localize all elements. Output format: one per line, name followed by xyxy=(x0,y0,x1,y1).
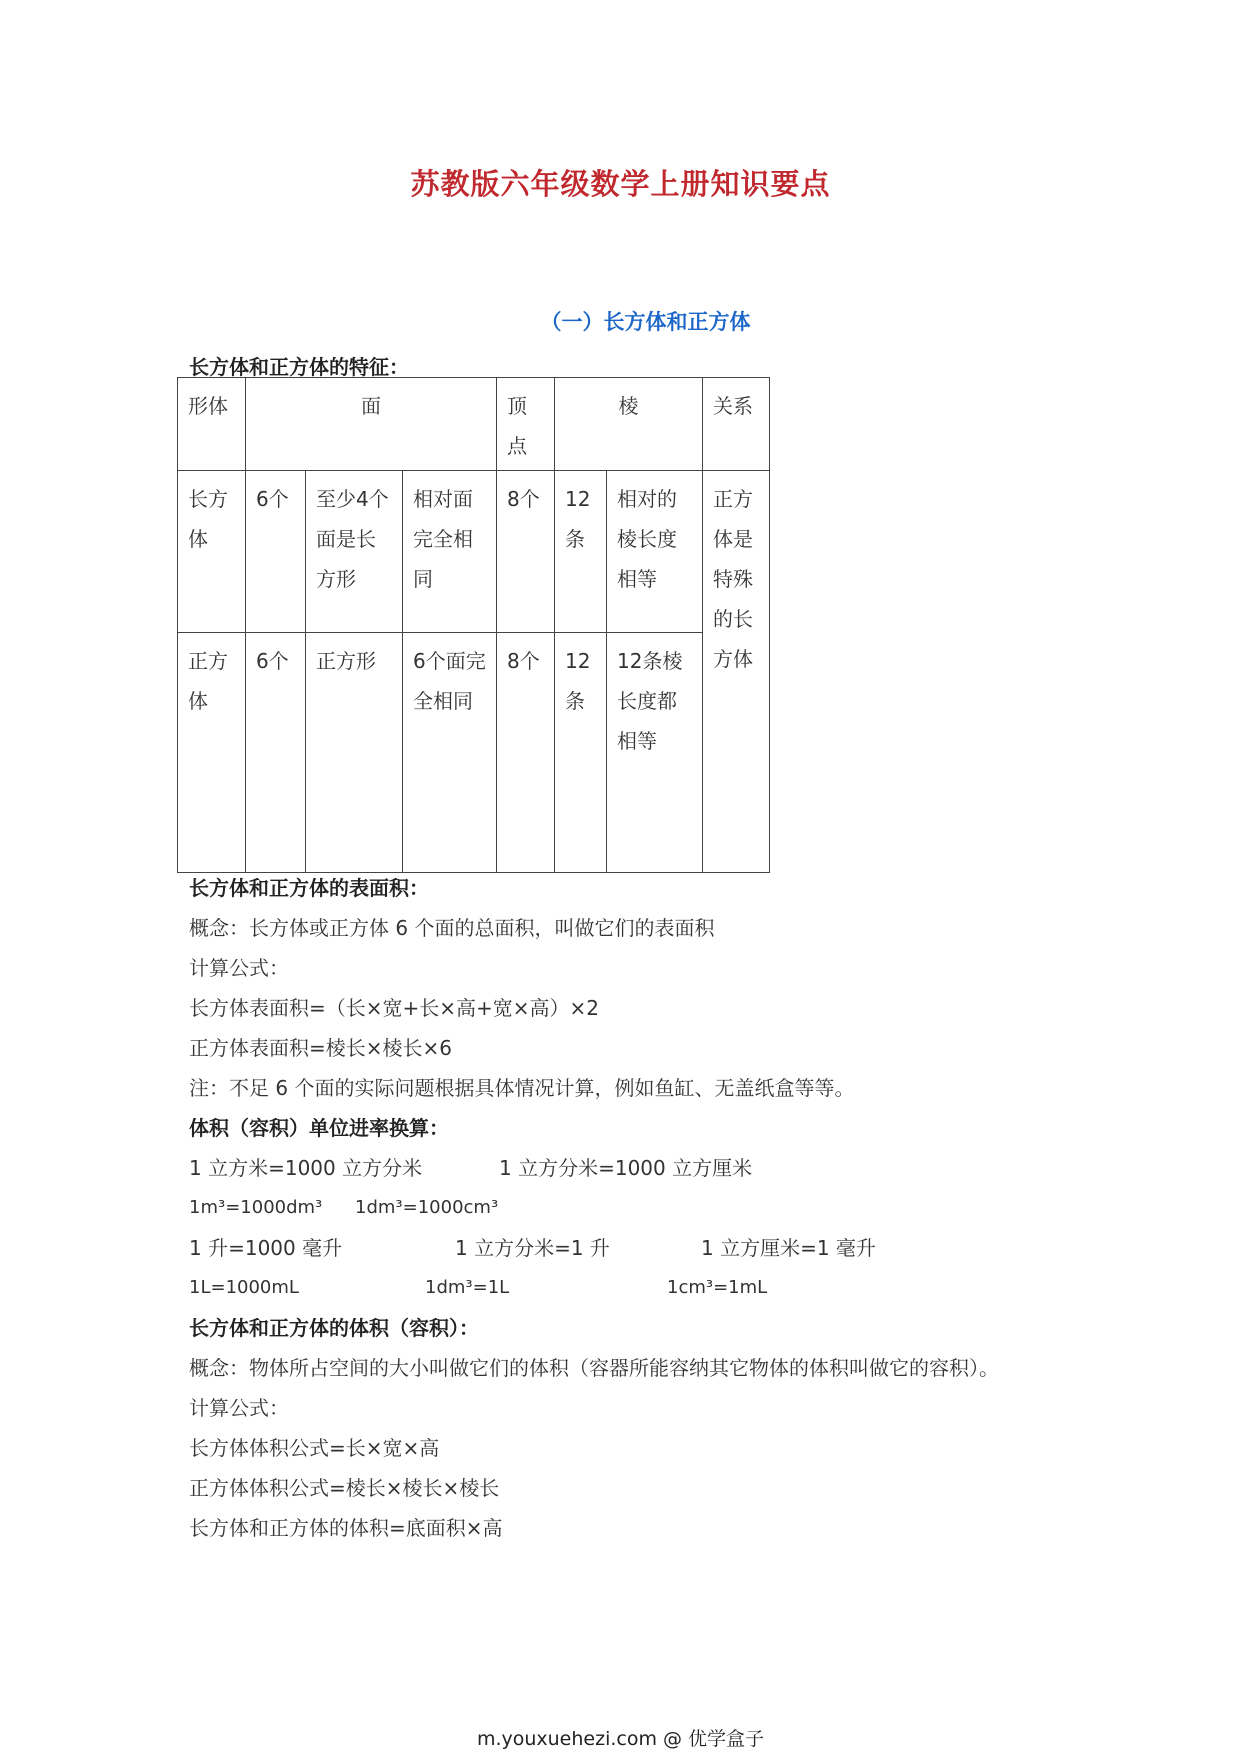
volume-concept: 概念：物体所占空间的大小叫做它们的体积（容器所能容纳其它物体的体积叫做它的容积）。 xyxy=(189,1356,999,1380)
table-row xyxy=(178,471,770,633)
surface-formula-label: 计算公式： xyxy=(189,956,289,980)
page-title: 苏教版六年级数学上册知识要点 xyxy=(410,167,831,201)
unit-conversion: 1dm³=1000cm³ xyxy=(355,1197,499,1218)
unit-conversion: 1 立方分米=1 升 xyxy=(455,1236,610,1260)
header-vertex: 顶点 xyxy=(497,378,555,471)
table-row xyxy=(178,633,770,873)
unit-conversion: 1 立方厘米=1 毫升 xyxy=(701,1236,876,1260)
volume-heading: 长方体和正方体的体积（容积）： xyxy=(189,1316,479,1340)
volume-general-formula: 长方体和正方体的体积=底面积×高 xyxy=(189,1516,503,1540)
cell-face-count: 6个 xyxy=(246,633,306,873)
surface-cube-formula: 正方体表面积=棱长×棱长×6 xyxy=(189,1036,452,1060)
table-header-row xyxy=(178,378,770,471)
cell-edge-relation: 12条棱长度都相等 xyxy=(607,633,703,873)
cell-relation: 正方体是特殊的长方体 xyxy=(703,471,770,873)
unit-conversion: 1 升=1000 毫升 xyxy=(189,1236,343,1260)
cell-edge-count: 12条 xyxy=(555,633,607,873)
cell-face-count: 6个 xyxy=(246,471,306,633)
unit-conversion: 1 立方米=1000 立方分米 xyxy=(189,1156,423,1180)
features-table xyxy=(177,377,770,873)
units-row-4 xyxy=(189,1268,1089,1308)
unit-conversion: 1m³=1000dm³ xyxy=(189,1197,323,1218)
cell-edge-count: 12条 xyxy=(555,471,607,633)
surface-note: 注：不足 6 个面的实际问题根据具体情况计算，例如鱼缸、无盖纸盒等等。 xyxy=(189,1076,855,1100)
cell-vertex: 8个 xyxy=(497,633,555,873)
cell-face-relation: 6个面完全相同 xyxy=(403,633,497,873)
units-heading: 体积（容积）单位进率换算： xyxy=(189,1116,449,1140)
unit-conversion: 1L=1000mL xyxy=(189,1277,299,1298)
cell-vertex: 8个 xyxy=(497,471,555,633)
header-edge: 棱 xyxy=(555,378,703,471)
unit-conversion: 1cm³=1mL xyxy=(667,1277,768,1298)
cell-shape: 长方体 xyxy=(178,471,246,633)
features-heading: 长方体和正方体的特征： xyxy=(189,355,409,379)
cell-shape: 正方体 xyxy=(178,633,246,873)
body-text xyxy=(189,868,1089,1548)
cell-edge-relation: 相对的棱长度相等 xyxy=(607,471,703,633)
cell-face-relation: 相对面完全相同 xyxy=(403,471,497,633)
volume-cube-formula: 正方体体积公式=棱长×棱长×棱长 xyxy=(189,1476,500,1500)
header-relation: 关系 xyxy=(703,378,770,471)
units-row-2 xyxy=(189,1188,1089,1228)
section-title: （一）长方体和正方体 xyxy=(540,310,751,334)
volume-formula-label: 计算公式： xyxy=(189,1396,289,1420)
surface-cuboid-formula: 长方体表面积=（长×宽+长×高+宽×高）×2 xyxy=(189,996,600,1020)
header-shape: 形体 xyxy=(178,378,246,471)
volume-cuboid-formula: 长方体体积公式=长×宽×高 xyxy=(189,1436,440,1460)
unit-conversion: 1dm³=1L xyxy=(425,1277,510,1298)
unit-conversion: 1 立方分米=1000 立方厘米 xyxy=(499,1156,753,1180)
surface-heading: 长方体和正方体的表面积： xyxy=(189,876,429,900)
units-row-1 xyxy=(189,1148,1089,1188)
cell-face-shape: 正方形 xyxy=(306,633,403,873)
cell-face-shape: 至少4个面是长方形 xyxy=(306,471,403,633)
surface-concept: 概念：长方体或正方体 6 个面的总面积，叫做它们的表面积 xyxy=(189,916,715,940)
units-row-3 xyxy=(189,1228,1089,1268)
footer-watermark: m.youxuehezi.com @ 优学盒子 xyxy=(476,1728,765,1750)
header-face: 面 xyxy=(246,378,497,471)
